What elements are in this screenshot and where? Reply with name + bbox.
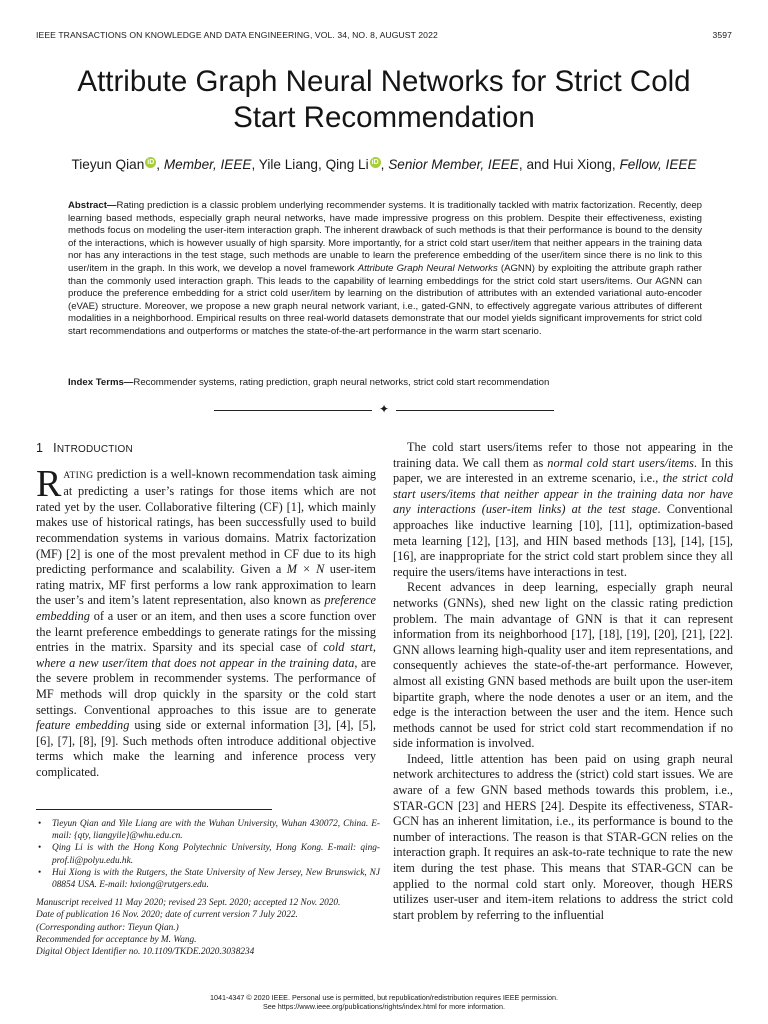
drop-cap: R	[36, 462, 62, 505]
abstract-text: (AGNN) by exploiting the attribute graph rather than the commonly used interaction graph. This leads to the capability of learning embeddings for the strict cold start users/items. Our AGNN can produce the preference embedding for a strict cold user/item by learning on the distribution of attributes with an extended variational auto-encoder (eVAE) structure. Moreover, we propose a new graph neural network variant, i.e., gated-GNN, to effectively aggregate various attributes of different modalities in a neighborhood. Empirical results on three real-world datasets demonstrate that our model yields significant improvements for strict cold start recommendations and outperforms or matches the state-of-the-art performance in the warm start scenario.	[68, 262, 702, 337]
manuscript-line: Manuscript received 11 May 2020; revised 23 Sept. 2020; accepted 12 Nov. 2020.	[36, 898, 341, 909]
footnote-separator	[36, 809, 272, 810]
author-role: Senior Member, IEEE	[388, 157, 519, 172]
copyright-line: See https://www.ieee.org/publications/rights/index.html for more information.	[262, 1002, 506, 1011]
smallcaps-word: ATING	[63, 470, 94, 481]
body-paragraph	[393, 440, 733, 580]
affiliation-note: • Qing Li is with the Hong Kong Polytechnic University, Hong Kong. E-mail: qing-prof.li@polyu.edu.hk.	[36, 842, 380, 866]
orcid-icon[interactable]: iD	[371, 159, 379, 166]
paragraph-text: user-item rating matrix, MF first performs a low rank approximation to learn the user’s and item’s latent representation, also known as	[36, 562, 376, 608]
author-name: Qing Li	[325, 157, 369, 172]
emphasis: normal cold start users/items	[547, 455, 694, 470]
copyright-line: 1041-4347 © 2020 IEEE. Personal use is permitted, but republication/redistribution requires IEEE permission.	[209, 993, 559, 1002]
manuscript-line: Digital Object Identifier no. 10.1109/TKDE.2020.3038234	[36, 947, 255, 958]
author-role: Fellow, IEEE	[619, 157, 697, 172]
emphasis: the strict cold start users/items that neither appear in the training data nor have any interactions (user-item links) at the test stage	[393, 471, 733, 517]
paragraph-text: using side or external information [3], [4], [5], [6], [7], [8], [9]. Such methods often introduce additional objective terms which make the learning and inference process very complicated.	[36, 718, 377, 779]
title-line-2: Start Recommendation	[233, 101, 535, 134]
paper-title	[20, 64, 748, 136]
paragraph-text: . Conventional approaches like inductive learning [10], [11], optimization-based meta learning [12], [13], and HIN based methods [13], [14], [15], [16], are inappropriate for the strict cold start problem since they all require the users/items have interactions in test.	[393, 502, 733, 579]
affiliation-list	[36, 818, 380, 891]
divider-line	[396, 410, 554, 411]
intro-paragraph	[36, 462, 377, 781]
journal-name: IEEE TRANSACTIONS ON KNOWLEDGE AND DATA ENGINEERING, VOL. 34, NO. 8, AUGUST 2022	[36, 30, 438, 40]
affiliation-note: • Hui Xiong is with the Rutgers, the State University of New Jersey, New Brunswick, NJ 08854 USA. E-mail: hxiong@rutgers.edu.	[36, 867, 380, 891]
abstract-label: Abstract—	[68, 200, 117, 211]
paragraph-text: , are the severe problem in recommender systems. The performance of MF methods will drop quickly in the sparsity or the cold start settings. Conventional approaches to this issue are to generate	[36, 655, 376, 717]
divider-line	[214, 410, 372, 411]
footnotes	[36, 818, 380, 958]
manuscript-line: Date of publication 16 Nov. 2020; date of current version 7 July 2022.	[36, 910, 298, 921]
section-divider	[214, 402, 554, 416]
section-number: 1	[36, 441, 44, 455]
manuscript-line: Recommended for acceptance by M. Wang.	[36, 934, 197, 945]
paragraph-text: prediction is a well-known recommendation task aiming at predicting a user’s ratings for those items which are not rated yet by the user. Collaborative filtering (CF) [1], which mainly makes use of historical ratings, has been successfully used to build recommendation systems in various domains. Matrix factorization (MF) [2] is one of the most prevalent method in CF due to its high predicting performance and scalability. Given a	[36, 466, 376, 577]
section-heading	[36, 441, 376, 458]
copyright-notice	[20, 993, 748, 1011]
emphasis: feature embedding	[36, 718, 130, 733]
index-terms-label: Index Terms—	[68, 377, 134, 388]
math-expression: M × N	[286, 562, 325, 577]
author-name: and Hui Xiong	[526, 157, 612, 172]
abstract-text: Rating prediction is a classic problem underlying recommender systems. It is traditionally tackled with matrix factorization. Recently, deep learning based methods, especially graph neural networks, have made impressive progress on this problem. Despite their effectiveness, existing methods focus on modeling the user-item interaction graph. The inherent drawback of such methods is that their performance is bound to the density of the interactions, which is however usually of high sparsity. More importantly, for a strict cold start user/item that neither appears in the training data nor has any interactions in the test stage, such methods are unable to learn the preference embedding of the user/item since there is no link to this user/item in the graph. In this work, we develop a novel framework	[68, 200, 702, 274]
author-name: Tieyun Qian	[71, 157, 145, 172]
emphasis: preference embedding	[36, 593, 376, 623]
manuscript-line: (Corresponding author: Tieyun Qian.)	[36, 922, 179, 933]
index-terms	[68, 377, 708, 390]
right-column	[393, 440, 733, 923]
body-paragraph: Recent advances in deep learning, especially graph neural networks (GNNs), shed new light on the classic rating prediction problem. The main advantage of GNN is that it can represent information from its neighborhood [17], [18], [19], [20], [21], [22]. GNN allows learning high-quality user and item representations, and consequently achieves the state-of-the-art performance. However, almost all existing GNN based methods are built upon the user-item bipartite graph, where the node denotes a user or an item, and the edge is the interaction between the user and the item. Hence such methods cannot be used for strict cold start recommendation if no side information is involved.	[393, 580, 733, 751]
left-column	[36, 440, 376, 780]
emphasis: cold start, where a new user/item that does not appear in the training data	[36, 640, 376, 670]
running-header	[36, 30, 732, 44]
section-title-rest: NTRODUCTION	[56, 444, 133, 455]
orcid-icon[interactable]: iD	[147, 159, 155, 166]
paragraph-text: of a user or an item, and then uses a score function over the learnt preference embeddings to generate ratings for the missing entries in the matrix. Sparsity and its special case of	[36, 608, 376, 655]
section-title-initial: I	[53, 441, 57, 455]
author-name: Yile Liang	[258, 157, 318, 172]
author-list: Tieyun Qian iD , Member, IEEE, Yile Liang, Qing Li iD , Senior Member, IEEE, and Hui Xiong, Fellow, IEEE	[71, 157, 697, 172]
manuscript-info	[36, 897, 380, 958]
paragraph-text: . In this paper, we are interested in an extreme scenario, i.e.,	[393, 455, 734, 486]
abstract	[68, 200, 702, 339]
body-paragraph: Indeed, little attention has been paid on using graph neural network architectures to address the (strict) cold start issues. We are aware of a few GNN based methods towards this problem, i.e., STAR-GCN [23] and HERS [24]. Despite its effectiveness, STAR-GCN has an inherent limitation, i.e., its performance is bound to the number of interactions. The reason is that STAR-GCN relies on the interaction graph. It requires an ask-to-rate technique to rate the new item during the test phase. This means that STAR-GCN can be applied to the normal cold start only. Moreover, though HERS utilizes user-user and item-item relations to address the strict cold start problem by referring to the influential	[393, 751, 733, 922]
divider-star-icon: ✦	[378, 402, 390, 416]
affiliation-note: • Tieyun Qian and Yile Liang are with the Wuhan University, Wuhan 430072, China. E-mail: {qty, liangyile}@whu.edu.cn.	[36, 818, 380, 842]
paragraph-text: The cold start users/items refer to those not appearing in the training data. We call them as	[393, 440, 733, 470]
author-role: Member, IEEE	[163, 157, 252, 172]
title-line-1: Attribute Graph Neural Networks for Strict Cold	[77, 65, 691, 98]
index-terms-text: Recommender systems, rating prediction, graph neural networks, strict cold start recommendation	[133, 377, 550, 388]
page-number: 3597	[712, 30, 732, 40]
abstract-emphasis: Attribute Graph Neural Networks	[357, 262, 498, 274]
